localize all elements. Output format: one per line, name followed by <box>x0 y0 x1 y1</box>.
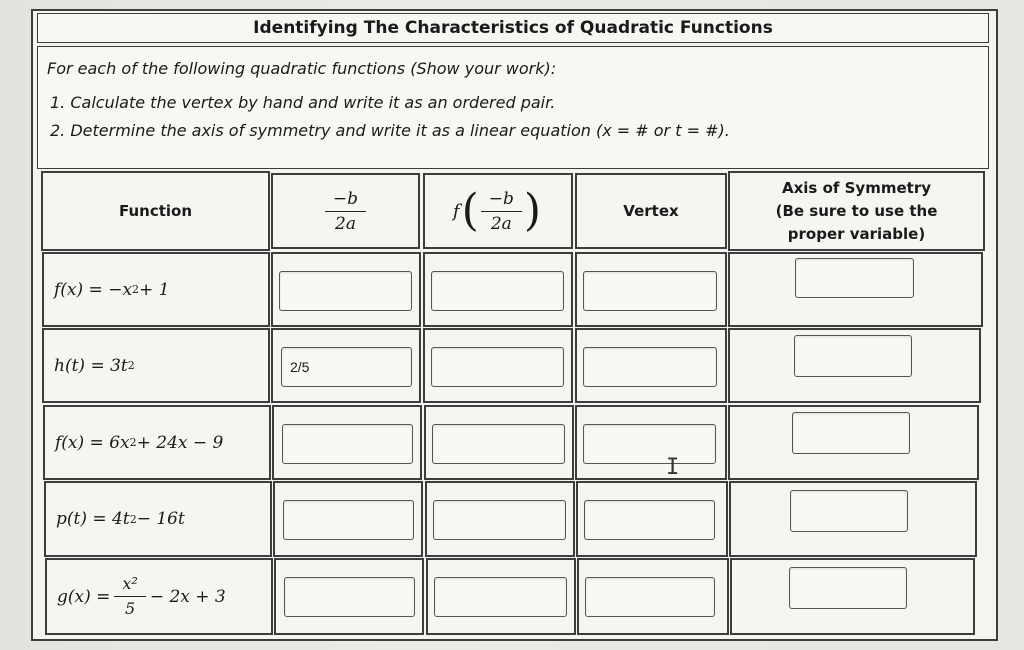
f-of-fraction <box>452 185 543 236</box>
axis-of-symmetry-input[interactable] <box>789 567 907 609</box>
vertex-input[interactable] <box>583 271 717 311</box>
instruction-step: 2. Determine the axis of symmetry and write it as a linear equation (x = # or t = #). <box>50 121 730 140</box>
axis-of-symmetry-input[interactable] <box>795 258 914 298</box>
function-expression: f(x) = 6x <box>55 432 130 453</box>
header-function-label: Function <box>118 201 193 220</box>
page-title: Identifying The Characteristics of Quadratic Functions <box>37 13 989 43</box>
neg-b-input[interactable] <box>282 424 413 464</box>
open-paren: ( <box>461 185 479 236</box>
axis-of-symmetry-input[interactable] <box>790 490 908 532</box>
function-fraction <box>114 574 145 619</box>
vertex-input[interactable] <box>583 424 716 464</box>
function-exponent: 2 <box>132 283 140 296</box>
function-symbol: f <box>452 200 460 222</box>
f-value-input[interactable] <box>431 347 564 387</box>
instructions-box <box>37 46 989 169</box>
table-row-function <box>43 405 271 480</box>
table-row-function <box>44 481 272 557</box>
neg-b-input[interactable] <box>279 271 412 311</box>
header-axis-line: proper variable) <box>787 224 926 243</box>
neg-b-input[interactable]: 2/5 <box>281 347 412 387</box>
function-tail: − 16t <box>136 509 185 529</box>
close-paren: ) <box>523 185 542 236</box>
f-value-input[interactable] <box>434 577 567 617</box>
function-tail: − 2x + 3 <box>149 586 226 607</box>
function-tail: + 1 <box>139 279 170 300</box>
header-axis-line: (Be sure to use the <box>775 201 938 220</box>
fraction-denominator: 2a <box>335 213 356 234</box>
header-vertex <box>575 173 727 249</box>
function-tail: + 24x − 9 <box>136 432 224 453</box>
fraction-numerator: x² <box>114 574 145 597</box>
instruction-step: 1. Calculate the vertex by hand and write it as an ordered pair. <box>50 93 556 112</box>
axis-of-symmetry-input[interactable] <box>792 412 910 454</box>
text-cursor-icon: I <box>666 455 680 480</box>
instructions-list <box>50 89 730 145</box>
function-expression: p(t) = 4t <box>56 509 130 529</box>
header-neg-b-over-2a <box>271 173 420 249</box>
fraction-numerator: −b <box>481 189 522 212</box>
function-exponent: 2 <box>129 436 137 449</box>
inner-fraction <box>481 189 522 234</box>
header-axis-of-symmetry <box>728 171 985 251</box>
header-axis-line: Axis of Symmetry <box>782 178 931 197</box>
function-exponent: 2 <box>127 359 135 372</box>
header-f-of-neg-b-over-2a <box>423 173 573 249</box>
table-row-function <box>45 558 273 635</box>
header-function <box>41 171 270 251</box>
function-expression: f(x) = −x <box>54 279 133 300</box>
axis-of-symmetry-input[interactable] <box>794 335 912 377</box>
vertex-input[interactable] <box>584 500 715 540</box>
f-value-input[interactable] <box>432 424 565 464</box>
table-row-function <box>42 252 270 327</box>
table-row-function <box>42 328 270 403</box>
function-exponent: 2 <box>129 512 137 526</box>
neg-b-over-2a-fraction <box>325 189 366 234</box>
neg-b-input[interactable] <box>283 500 414 540</box>
fraction-numerator: −b <box>325 189 366 212</box>
header-vertex-label: Vertex <box>623 201 679 220</box>
f-value-input[interactable] <box>433 500 566 540</box>
instructions-lead: For each of the following quadratic functions (Show your work): <box>47 59 557 78</box>
vertex-input[interactable] <box>583 347 717 387</box>
function-expression: g(x) = <box>57 586 111 607</box>
function-expression: h(t) = 3t <box>54 355 128 376</box>
f-value-input[interactable] <box>431 271 564 311</box>
neg-b-input[interactable] <box>284 577 415 617</box>
vertex-input[interactable] <box>585 577 715 617</box>
fraction-denominator: 5 <box>125 599 136 618</box>
fraction-denominator: 2a <box>490 213 512 234</box>
